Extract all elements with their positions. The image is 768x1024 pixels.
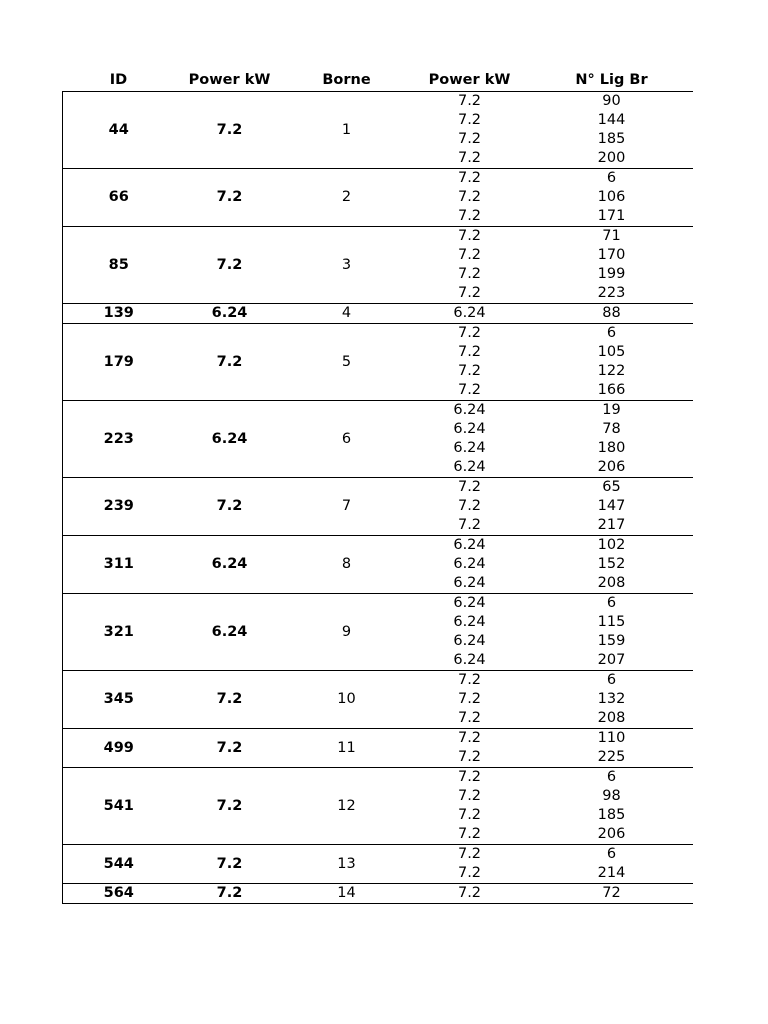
id-cell: 239 [63, 478, 175, 536]
branch-power-cell: 7.2 [457, 344, 482, 360]
branch-power-cell: 7.2 [409, 884, 531, 904]
lig-br-cell: 115 [597, 614, 626, 630]
branch-power-cell: 7.2 [457, 363, 482, 379]
lig-br-cell: 223 [597, 285, 626, 301]
lig-br-cell: 110 [531, 729, 693, 749]
branch-power-cell: 7.2 [457, 382, 482, 398]
power-cell: 7.2 [175, 671, 285, 729]
branch-power-cell: 6.24 [453, 614, 486, 630]
power-cell: 6.24 [175, 401, 285, 478]
lig-br-cell: 72 [531, 884, 693, 904]
lig-br-cell: 170 [597, 247, 626, 263]
branch-power-cell: 7.2 [457, 865, 482, 881]
lig-br-cell: 159 [597, 633, 626, 649]
branch-power-cell: 6.24 [409, 536, 531, 556]
branch-power-cell: 6.24 [409, 594, 531, 614]
branch-power-cell: 7.2 [457, 807, 482, 823]
table-row [63, 324, 693, 344]
branch-power-cell: 6.24 [453, 421, 486, 437]
power-cell: 6.24 [175, 536, 285, 594]
lig-br-cell: 6 [531, 845, 693, 865]
branch-power-cell: 7.2 [457, 131, 482, 147]
branch-power-cell: 7.2 [457, 710, 482, 726]
header-borne: Borne [285, 68, 409, 92]
branch-power-cell: 6.24 [453, 556, 486, 572]
branch-power-cell: 6.24 [453, 652, 486, 668]
charging-table [62, 68, 693, 904]
id-cell: 85 [63, 227, 175, 304]
branch-power-cell: 7.2 [457, 208, 482, 224]
borne-cell: 2 [285, 169, 409, 227]
lig-br-cell: 6 [531, 169, 693, 189]
branch-power-cell: 7.2 [457, 498, 482, 514]
power-cell: 7.2 [175, 324, 285, 401]
table-row [63, 169, 693, 189]
lig-br-cell: 132 [597, 691, 626, 707]
power-cell: 7.2 [175, 884, 285, 904]
borne-cell: 11 [285, 729, 409, 768]
branch-power-cell: 7.2 [457, 189, 482, 205]
borne-cell: 8 [285, 536, 409, 594]
lig-br-cell: 105 [597, 344, 626, 360]
branch-power-cell: 7.2 [409, 478, 531, 498]
lig-br-cell: 6 [531, 671, 693, 691]
lig-br-cell: 98 [602, 788, 621, 804]
id-cell: 179 [63, 324, 175, 401]
table-row [63, 729, 693, 749]
branch-power-cell: 7.2 [457, 517, 482, 533]
power-cell: 7.2 [216, 121, 243, 138]
lig-br-cell: 6 [531, 768, 693, 788]
branch-power-cell: 7.2 [409, 845, 531, 865]
lig-br-cell: 217 [597, 517, 626, 533]
table-row [63, 92, 693, 112]
id-cell: 44 [63, 92, 175, 169]
header-id: ID [63, 68, 175, 92]
table-row [63, 536, 693, 556]
lig-br-cell: 206 [597, 459, 626, 475]
id-cell: 541 [63, 768, 175, 845]
branch-power-cell: 7.2 [457, 266, 482, 282]
header-lig-br: N° Lig Br [531, 68, 693, 92]
lig-br-cell: 6 [531, 324, 693, 344]
power-cell: 7.2 [175, 227, 285, 304]
branch-power-cell: 6.24 [453, 633, 486, 649]
lig-br-cell: 88 [531, 304, 693, 324]
lig-br-cell: 200 [597, 150, 626, 166]
power-cell: 7.2 [175, 478, 285, 536]
header-power-kw-branch: Power kW [409, 68, 531, 92]
borne-cell: 13 [285, 845, 409, 884]
branch-power-cell: 7.2 [457, 93, 482, 109]
branch-power-cell: 7.2 [409, 169, 531, 189]
power-cell: 7.2 [175, 169, 285, 227]
lig-br-cell: 199 [597, 266, 626, 282]
id-cell: 223 [63, 401, 175, 478]
table-body [63, 92, 693, 904]
borne-cell: 14 [285, 884, 409, 904]
branch-power-cell: 7.2 [457, 788, 482, 804]
id-cell: 311 [63, 536, 175, 594]
table-row [63, 227, 693, 247]
table-row [63, 478, 693, 498]
branch-power-cell: 7.2 [457, 285, 482, 301]
table-row [63, 845, 693, 865]
borne-cell: 10 [285, 671, 409, 729]
branch-power-cell: 7.2 [409, 671, 531, 691]
branch-power-cell: 6.24 [453, 459, 486, 475]
lig-br-cell: 65 [531, 478, 693, 498]
branch-power-cell: 6.24 [453, 440, 486, 456]
lig-br-cell: 185 [597, 807, 626, 823]
borne-cell: 5 [285, 324, 409, 401]
lig-br-cell: 122 [597, 363, 626, 379]
lig-br-cell: 166 [597, 382, 626, 398]
lig-br-cell: 78 [602, 421, 621, 437]
power-cell: 7.2 [175, 845, 285, 884]
id-cell: 564 [63, 884, 175, 904]
lig-br-cell: 19 [531, 401, 693, 421]
id-cell: 66 [63, 169, 175, 227]
table-row [63, 594, 693, 614]
borne-cell: 7 [285, 478, 409, 536]
lig-br-cell: 208 [597, 575, 626, 591]
lig-br-cell: 144 [597, 112, 626, 128]
lig-br-cell: 206 [597, 826, 626, 842]
borne-cell: 6 [285, 401, 409, 478]
id-cell: 544 [63, 845, 175, 884]
header-power-kw: Power kW [175, 68, 285, 92]
lig-br-cell: 106 [597, 189, 626, 205]
lig-br-cell: 214 [597, 865, 626, 881]
borne-cell: 4 [285, 304, 409, 324]
borne-cell: 12 [285, 768, 409, 845]
branch-power-cell: 7.2 [457, 691, 482, 707]
lig-br-cell: 147 [597, 498, 626, 514]
lig-br-cell: 6 [531, 594, 693, 614]
branch-power-cell: 7.2 [409, 729, 531, 749]
id-cell: 139 [63, 304, 175, 324]
id-cell: 345 [63, 671, 175, 729]
borne-cell: 1 [341, 121, 352, 138]
lig-br-cell: 225 [597, 749, 626, 765]
power-cell: 6.24 [175, 304, 285, 324]
header-row [63, 68, 693, 92]
lig-br-cell: 171 [597, 208, 626, 224]
borne-cell: 9 [285, 594, 409, 671]
table-header [63, 68, 693, 92]
id-cell: 499 [63, 729, 175, 768]
table-row [63, 671, 693, 691]
branch-power-cell: 7.2 [409, 324, 531, 344]
branch-power-cell: 7.2 [457, 150, 482, 166]
branch-power-cell: 7.2 [457, 826, 482, 842]
lig-br-cell: 207 [597, 652, 626, 668]
id-cell: 321 [63, 594, 175, 671]
lig-br-cell: 102 [531, 536, 693, 556]
lig-br-cell: 208 [597, 710, 626, 726]
power-cell: 6.24 [175, 594, 285, 671]
lig-br-cell: 152 [597, 556, 626, 572]
table-row [63, 884, 693, 904]
branch-power-cell: 6.24 [453, 575, 486, 591]
table-row [63, 304, 693, 324]
power-cell: 7.2 [175, 768, 285, 845]
branch-power-cell: 7.2 [457, 112, 482, 128]
branch-power-cell: 7.2 [409, 768, 531, 788]
branch-power-cell: 7.2 [409, 227, 531, 247]
table-row [63, 768, 693, 788]
lig-br-cell: 71 [531, 227, 693, 247]
branch-power-cell: 7.2 [457, 247, 482, 263]
power-cell: 7.2 [175, 729, 285, 768]
branch-power-cell: 7.2 [457, 749, 482, 765]
borne-cell: 3 [285, 227, 409, 304]
lig-br-cell: 180 [597, 440, 626, 456]
table-row [63, 401, 693, 421]
lig-br-cell: 185 [597, 131, 626, 147]
branch-power-cell: 6.24 [409, 401, 531, 421]
branch-power-cell: 6.24 [409, 304, 531, 324]
lig-br-cell: 90 [602, 93, 621, 109]
